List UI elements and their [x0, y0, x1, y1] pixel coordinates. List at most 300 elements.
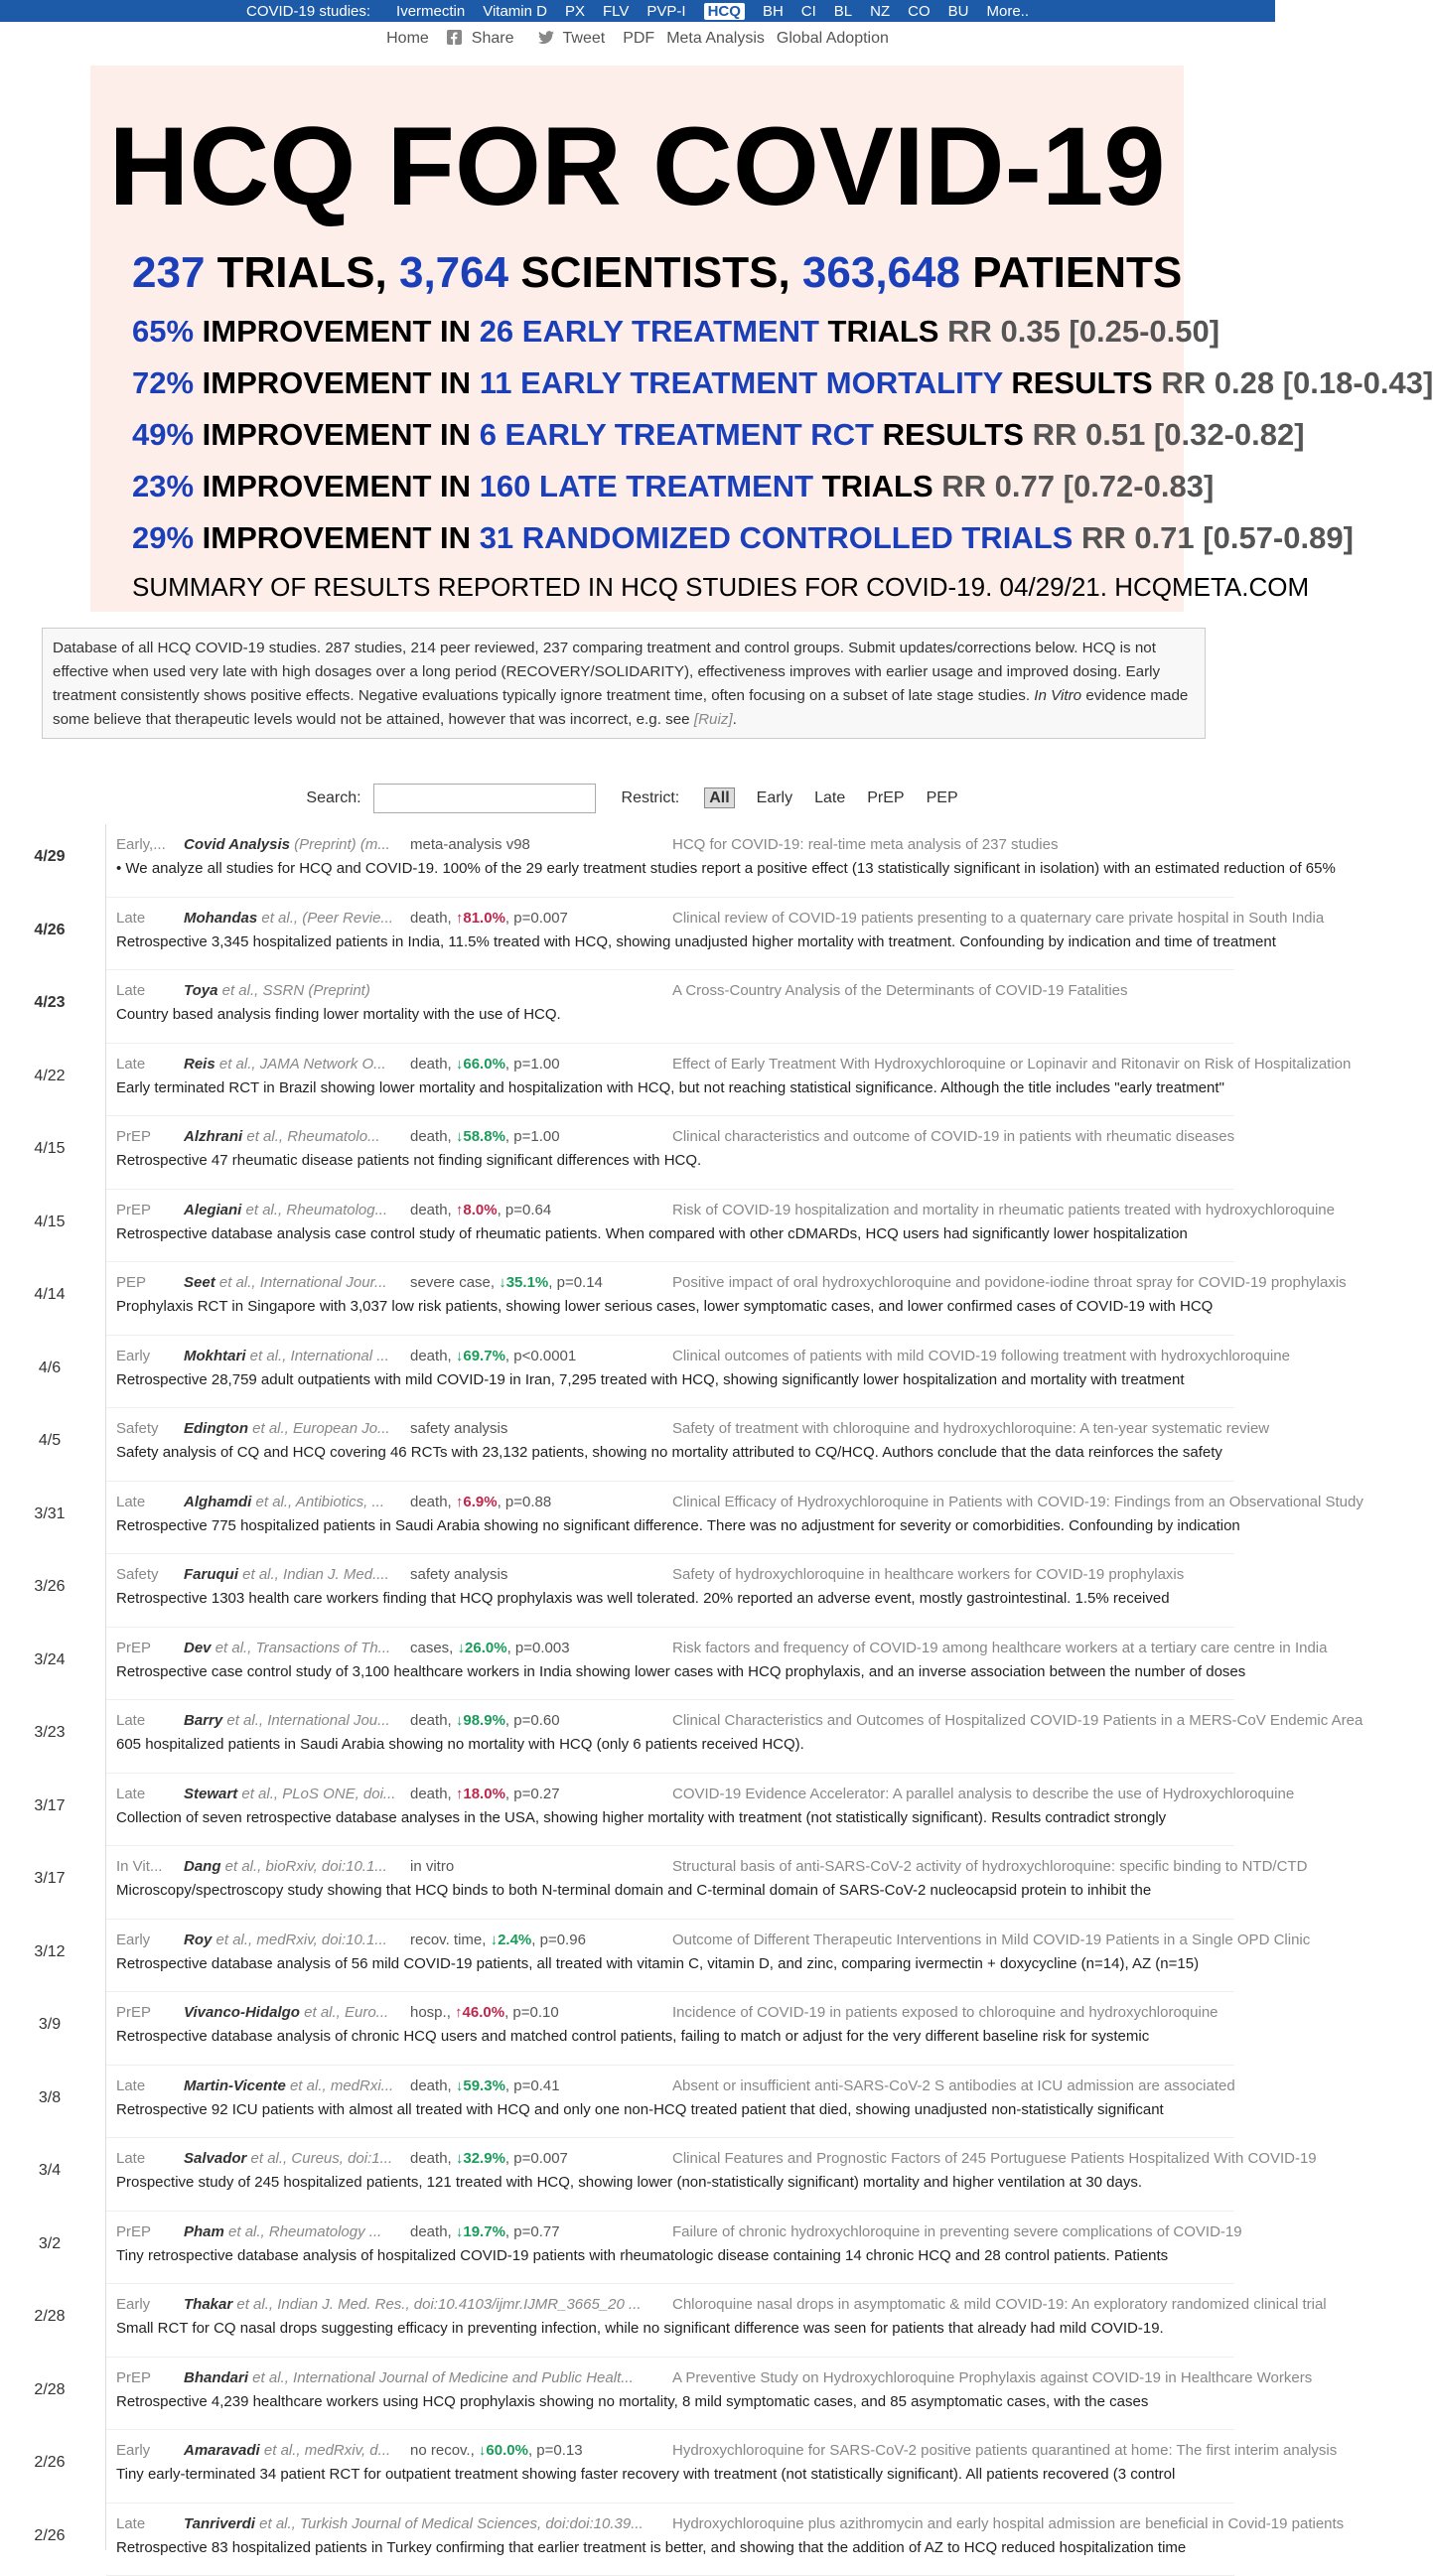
study-row[interactable] — [106, 1190, 1234, 1263]
study-date: 2/28 — [0, 2308, 99, 2326]
study-author[interactable] — [184, 1348, 404, 1364]
study-summary: Retrospective 1303 health care workers finding that HCQ prophylaxis was well tolerated. 20% reported an adverse event, mostly gastrointestinal. 1.5% received — [116, 1590, 1228, 1607]
search-label: Search: — [306, 789, 360, 807]
result-measure: safety analysis — [410, 1420, 507, 1437]
study-result — [410, 1494, 668, 1510]
author-name: Thakar — [184, 2296, 232, 2313]
result-pvalue: , p=0.64 — [498, 1202, 552, 1218]
topnav-item-co[interactable]: CO — [908, 3, 931, 20]
study-title[interactable]: Hydroxychloroquine for SARS-CoV-2 positive patients quarantined at home: The first interim analysis — [672, 2442, 1228, 2459]
result-category: 31 RANDOMIZED CONTROLLED TRIALS — [480, 520, 1074, 555]
result-pvalue: , p=0.007 — [505, 910, 568, 927]
study-row[interactable] — [106, 1554, 1234, 1628]
result-measure: safety analysis — [410, 1566, 507, 1583]
meta-analysis-link[interactable]: Meta Analysis — [666, 30, 765, 48]
restrict-option-all[interactable]: All — [704, 787, 734, 808]
study-summary: Safety analysis of CQ and HCQ covering 46 RCTs with 23,132 patients, showing no mortality attributed to CQ/HCQ. Authors conclude that the data reinforces the safety — [116, 1444, 1228, 1461]
improvement-label: IMPROVEMENT IN — [194, 365, 480, 400]
study-title[interactable]: Clinical Features and Prognostic Factors of 245 Portuguese Patients Hospitalized With COVID-19 — [672, 2150, 1228, 2167]
study-title[interactable]: Absent or insufficient anti-SARS-CoV-2 S antibodies at ICU admission are associated — [672, 2077, 1228, 2094]
restrict-option-late[interactable]: Late — [814, 789, 845, 806]
study-author[interactable] — [184, 1420, 404, 1437]
study-summary: • We analyze all studies for HCQ and COVID-19. 100% of the 29 early treatment studies report a positive effect (13 statistically significant in isolation) with an estimated reduction of 65% — [116, 860, 1228, 877]
result-measure: death, — [410, 1494, 456, 1510]
study-category: Late — [116, 982, 182, 999]
topnav-item-ivermectin[interactable]: Ivermectin — [396, 3, 465, 20]
author-name: Bhandari — [184, 2369, 248, 2386]
author-name: Roy — [184, 1932, 212, 1948]
study-summary: Retrospective 28,759 adult outpatients with mild COVID-19 in Iran, 7,295 treated with HCQ, showing significantly lower hospitalization and mortality with treatment — [116, 1371, 1228, 1388]
study-row[interactable] — [106, 1482, 1234, 1555]
result-change: ↑8.0% — [456, 1202, 498, 1218]
improvement-pct: 49% — [132, 417, 194, 452]
tweet-label: Tweet — [563, 30, 606, 47]
study-category: Late — [116, 910, 182, 927]
study-author[interactable] — [184, 982, 404, 999]
restrict-label: Restrict: — [622, 789, 680, 807]
author-name: Barry — [184, 1712, 222, 1729]
author-source: et al., Turkish Journal of Medical Sciences, doi:doi:10.39... — [255, 2515, 644, 2532]
tweet-link[interactable] — [532, 30, 612, 48]
improvement-pct: 23% — [132, 469, 194, 503]
result-pvalue: , p=1.00 — [505, 1128, 560, 1145]
study-category: PrEP — [116, 1128, 182, 1145]
author-source: et al., SSRN (Preprint) — [217, 982, 369, 999]
study-author[interactable] — [184, 1494, 404, 1510]
study-date: 3/17 — [0, 1870, 99, 1888]
study-title[interactable]: COVID-19 Evidence Accelerator: A parallel analysis to describe the use of Hydroxychloroquine — [672, 1786, 1228, 1802]
study-result — [410, 1420, 668, 1437]
author-name: Faruqui — [184, 1566, 238, 1583]
author-source: et al., International Jou... — [222, 1712, 389, 1729]
study-summary: Retrospective 47 rheumatic disease patients not finding significant differences with HCQ. — [116, 1152, 1228, 1169]
hero-result-line — [132, 365, 1184, 401]
result-measure: severe case, — [410, 1274, 499, 1291]
relative-risk: RR 0.51 [0.32-0.82] — [1033, 417, 1305, 452]
result-pvalue: , p=0.27 — [505, 1786, 560, 1802]
study-result — [410, 2442, 668, 2459]
author-name: Alzhrani — [184, 1128, 242, 1145]
scientists-count: 3,764 — [399, 248, 508, 297]
author-name: Alegiani — [184, 1202, 241, 1218]
study-row[interactable] — [106, 2138, 1234, 2212]
study-author[interactable] — [184, 2369, 404, 2386]
improvement-label: IMPROVEMENT IN — [194, 469, 480, 503]
result-change: ↓59.3% — [456, 2077, 505, 2094]
study-summary: Prospective study of 245 hospitalized patients, 121 treated with HCQ, showing lower (non-statistically significant) mortality and higher ventilation at 30 days. — [116, 2174, 1228, 2191]
scientists-label: SCIENTISTS, — [508, 248, 802, 297]
study-result — [410, 910, 668, 927]
result-change: ↑46.0% — [455, 2004, 504, 2021]
study-title[interactable]: Positive impact of oral hydroxychloroquine and povidone-iodine throat spray for COVID-19 prophylaxis — [672, 1274, 1228, 1291]
pdf-link[interactable]: PDF — [623, 30, 654, 48]
result-pvalue: , p=0.41 — [505, 2077, 560, 2094]
sub-navigation — [0, 22, 1275, 56]
study-category: PrEP — [116, 2369, 182, 2386]
study-category: Late — [116, 2515, 182, 2532]
result-measure: death, — [410, 1712, 456, 1729]
author-name: Pham — [184, 2223, 224, 2240]
study-result — [410, 2223, 668, 2240]
trials-label: TRIALS, — [205, 248, 399, 297]
study-summary: Collection of seven retrospective database analyses in the USA, showing higher mortality with treatment (not statistically significant). Results contradict strongly — [116, 1809, 1228, 1826]
study-title[interactable]: Clinical outcomes of patients with mild COVID-19 following treatment with hydroxychloroquine — [672, 1348, 1228, 1364]
study-date: 4/5 — [0, 1432, 99, 1450]
result-category: 11 EARLY TREATMENT MORTALITY — [480, 365, 1003, 400]
hero-result-line — [132, 417, 1184, 453]
result-pvalue: , p=0.10 — [504, 2004, 559, 2021]
topnav-item-px[interactable]: PX — [565, 3, 585, 20]
study-result — [410, 1274, 668, 1291]
patients-label: PATIENTS — [960, 248, 1182, 297]
study-author[interactable] — [184, 1056, 404, 1073]
study-date: 4/23 — [0, 994, 99, 1012]
facebook-icon — [447, 30, 462, 45]
author-name: Tanriverdi — [184, 2515, 255, 2532]
author-source: et al., Antibiotics, ... — [251, 1494, 384, 1510]
study-category: PrEP — [116, 2004, 182, 2021]
study-row[interactable] — [106, 2066, 1234, 2139]
studies-topnav — [0, 0, 1275, 22]
author-source: et al., (Peer Revie... — [257, 910, 393, 927]
study-category: Safety — [116, 1420, 182, 1437]
study-title[interactable]: Incidence of COVID-19 in patients exposed to chloroquine and hydroxychloroquine — [672, 2004, 1228, 2021]
study-row[interactable] — [106, 1992, 1234, 2066]
study-category: PrEP — [116, 1640, 182, 1656]
study-row[interactable] — [106, 824, 1234, 898]
study-title[interactable]: Chloroquine nasal drops in asymptomatic & mild COVID-19: An exploratory randomized clinical trial — [672, 2296, 1228, 2313]
result-pvalue: , p=1.00 — [505, 1056, 560, 1073]
topnav-item-pvp-i[interactable]: PVP-I — [646, 3, 685, 20]
author-source: et al., Indian J. Med.... — [238, 1566, 389, 1583]
study-date: 2/26 — [0, 2527, 99, 2545]
hero-summary: SUMMARY OF RESULTS REPORTED IN HCQ STUDIES FOR COVID-19. 04/29/21. HCQMETA.COM — [132, 572, 1184, 603]
topnav-item-nz[interactable]: NZ — [870, 3, 890, 20]
home-link[interactable]: Home — [386, 30, 429, 48]
result-pvalue: , p=0.77 — [505, 2223, 560, 2240]
study-date: 3/17 — [0, 1797, 99, 1815]
study-title[interactable]: Risk of COVID-19 hospitalization and mortality in rheumatic patients treated with hydroxychloroquine — [672, 1202, 1228, 1218]
study-author[interactable] — [184, 2442, 404, 2459]
study-summary: Retrospective database analysis of chronic HCQ users and matched control patients, failing to match or adjust for the very different baseline risk for systemic — [116, 2028, 1228, 2045]
author-source: et al., Cureus, doi:1... — [246, 2150, 392, 2167]
study-author[interactable] — [184, 2077, 404, 2094]
author-source: et al., medRxiv, doi:10.1... — [212, 1932, 386, 1948]
study-category: Late — [116, 1712, 182, 1729]
study-summary: Small RCT for CQ nasal drops suggesting efficacy in preventing infection, while no significant difference was seen for patients that already had mild COVID-19. — [116, 2320, 1228, 2337]
result-measure: in vitro — [410, 1858, 454, 1875]
result-category: 26 EARLY TREATMENT — [480, 314, 819, 349]
study-author[interactable] — [184, 1202, 404, 1218]
share-label: Share — [472, 30, 514, 47]
author-source: et al., PLoS ONE, doi... — [237, 1786, 395, 1802]
author-source: (Preprint) (m... — [290, 836, 390, 853]
study-row[interactable] — [106, 1336, 1234, 1409]
topnav-item-vitamin-d[interactable]: Vitamin D — [483, 3, 547, 20]
study-date: 3/24 — [0, 1651, 99, 1669]
result-change: ↑81.0% — [456, 910, 505, 927]
study-row[interactable] — [106, 1044, 1234, 1117]
study-result — [410, 2077, 668, 2094]
restrict-option-pep[interactable]: PEP — [927, 789, 958, 806]
study-row[interactable] — [106, 2358, 1234, 2431]
result-measure: death, — [410, 1786, 456, 1802]
result-change: ↓69.7% — [456, 1348, 505, 1364]
study-summary: Retrospective 92 ICU patients with almost all treated with HCQ and only one non-HCQ treated patient that died, showing unadjusted non-statistically significant — [116, 2101, 1228, 2118]
study-row[interactable] — [106, 1700, 1234, 1774]
improvement-label: IMPROVEMENT IN — [194, 520, 480, 555]
study-date: 3/23 — [0, 1724, 99, 1742]
author-name: Salvador — [184, 2150, 246, 2167]
restrict-option-early[interactable]: Early — [757, 789, 792, 806]
study-date: 4/15 — [0, 1214, 99, 1231]
result-measure: death, — [410, 2223, 456, 2240]
study-row[interactable] — [106, 1116, 1234, 1190]
study-category: In Vit... — [116, 1858, 182, 1875]
study-result — [410, 1348, 668, 1364]
search-bar — [0, 784, 1275, 813]
study-author[interactable] — [184, 1274, 404, 1291]
study-title[interactable]: Outcome of Different Therapeutic Interventions in Mild COVID-19 Patients in a Single OPD Clinic — [672, 1932, 1228, 1948]
study-title[interactable]: HCQ for COVID-19: real-time meta analysis of 237 studies — [672, 836, 1228, 853]
study-category: PrEP — [116, 1202, 182, 1218]
study-category: Safety — [116, 1566, 182, 1583]
study-title[interactable]: A Cross-Country Analysis of the Determinants of COVID-19 Fatalities — [672, 982, 1228, 999]
study-result — [410, 1858, 668, 1875]
study-title[interactable]: Risk factors and frequency of COVID-19 among healthcare workers at a tertiary care centre in India — [672, 1640, 1228, 1656]
study-result — [410, 2150, 668, 2167]
study-category: Early — [116, 1348, 182, 1364]
desc-invitro: In Vitro — [1034, 687, 1081, 704]
author-name: Seet — [184, 1274, 215, 1291]
study-author[interactable] — [184, 2223, 404, 2240]
result-measure: death, — [410, 1056, 456, 1073]
author-name: Reis — [184, 1056, 215, 1073]
result-measure: no recov., — [410, 2442, 479, 2459]
study-row[interactable] — [106, 1628, 1234, 1701]
study-date: 3/26 — [0, 1578, 99, 1596]
study-author[interactable] — [184, 1128, 404, 1145]
topnav-item-more-[interactable]: More.. — [986, 3, 1029, 20]
study-date: 3/9 — [0, 2016, 99, 2034]
study-author[interactable] — [184, 1566, 404, 1583]
result-measure: hosp., — [410, 2004, 455, 2021]
study-title[interactable]: Safety of treatment with chloroquine and hydroxychloroquine: A ten-year systematic review — [672, 1420, 1228, 1437]
result-change: ↓60.0% — [479, 2442, 528, 2459]
author-name: Mokhtari — [184, 1348, 246, 1364]
study-category: PrEP — [116, 2223, 182, 2240]
study-summary: Early terminated RCT in Brazil showing lower mortality and hospitalization with HCQ, but not reaching statistical significance. Although the title includes "early treatment" — [116, 1079, 1228, 1096]
study-author[interactable] — [184, 1786, 404, 1802]
study-summary: Retrospective database analysis of 56 mild COVID-19 patients, all treated with vitamin C, vitamin D, and zinc, comparing ivermectin + doxycycline (n=14), AZ (n=15) — [116, 1955, 1228, 1972]
study-category: Late — [116, 1494, 182, 1510]
ruiz-link[interactable]: [Ruiz] — [694, 711, 733, 728]
study-row[interactable] — [106, 2212, 1234, 2285]
study-row[interactable] — [106, 2430, 1234, 2504]
hero-stats-line — [132, 248, 1184, 298]
study-summary: Retrospective 775 hospitalized patients in Saudi Arabia showing no significant difference. There was no adjustment for severity or comorbidities. Confounding by indication — [116, 1517, 1228, 1534]
result-pvalue: , p=0.14 — [548, 1274, 603, 1291]
study-date: 4/15 — [0, 1140, 99, 1158]
author-name: Amaravadi — [184, 2442, 260, 2459]
study-author[interactable] — [184, 1858, 404, 1875]
study-summary: Country based analysis finding lower mortality with the use of HCQ. — [116, 1006, 1228, 1023]
topnav-item-ci[interactable]: CI — [801, 3, 816, 20]
author-source: et al., International Journal of Medicine and Public Healt... — [248, 2369, 634, 2386]
desc-text-2: evidence made some believe that therapeutic levels would not be attained, however that was incorrect, e.g. see — [53, 687, 1188, 728]
relative-risk: RR 0.71 [0.57-0.89] — [1081, 520, 1354, 555]
study-author[interactable] — [184, 1712, 404, 1729]
study-result — [410, 1056, 668, 1073]
study-author[interactable] — [184, 2004, 404, 2021]
study-category: PEP — [116, 1274, 182, 1291]
author-name: Covid Analysis — [184, 836, 290, 853]
improvement-pct: 65% — [132, 314, 194, 349]
result-change: ↓66.0% — [456, 1056, 505, 1073]
study-result — [410, 1202, 668, 1218]
study-row[interactable] — [106, 2504, 1234, 2576]
study-row[interactable] — [106, 1920, 1234, 1993]
desc-text-3: . — [733, 711, 737, 728]
study-date: 3/31 — [0, 1505, 99, 1523]
result-category: 160 LATE TREATMENT — [480, 469, 813, 503]
study-author[interactable] — [184, 1640, 404, 1656]
author-name: Toya — [184, 982, 217, 999]
author-name: Martin-Vicente — [184, 2077, 286, 2094]
result-pvalue: , p=0.007 — [505, 2150, 568, 2167]
study-summary: Prophylaxis RCT in Singapore with 3,037 low risk patients, showing lower serious cases, lower symptomatic cases, and lower confirmed cases of COVID-19 with HCQ — [116, 1298, 1228, 1315]
author-source: et al., European Jo... — [248, 1420, 390, 1437]
result-change: ↑6.9% — [456, 1494, 498, 1510]
study-summary: Tiny early-terminated 34 patient RCT for outpatient treatment showing faster recovery with treatment (not statistically significant). All patients recovered (3 control — [116, 2466, 1228, 2483]
study-row[interactable] — [106, 1408, 1234, 1482]
author-source: et al., medRxi... — [286, 2077, 393, 2094]
result-type: TRIALS — [819, 314, 947, 349]
topnav-label: COVID-19 studies: — [246, 3, 370, 20]
study-title[interactable]: A Preventive Study on Hydroxychloroquine Prophylaxis against COVID-19 in Healthcare Workers — [672, 2369, 1228, 2386]
study-row[interactable] — [106, 970, 1234, 1044]
study-summary: Retrospective 83 hospitalized patients in Turkey confirming that earlier treatment is better, and showing that the addition of AZ to HCQ reduced hospitalization time — [116, 2539, 1228, 2556]
study-title[interactable]: Clinical Characteristics and Outcomes of Hospitalized COVID-19 Patients in a MERS-CoV Endemic Area — [672, 1712, 1228, 1729]
global-adoption-link[interactable]: Global Adoption — [777, 30, 889, 48]
author-name: Mohandas — [184, 910, 257, 927]
improvement-label: IMPROVEMENT IN — [194, 417, 480, 452]
study-category: Early,... — [116, 836, 182, 853]
author-name: Vivanco-Hidalgo — [184, 2004, 300, 2021]
result-type: RESULTS — [874, 417, 1033, 452]
result-type — [1073, 520, 1081, 555]
author-name: Stewart — [184, 1786, 237, 1802]
improvement-pct: 72% — [132, 365, 194, 400]
author-name: Alghamdi — [184, 1494, 251, 1510]
study-author[interactable] — [184, 2150, 404, 2167]
study-summary: Retrospective database analysis case control study of rheumatic patients. When compared with other cDMARDs, HCQ users had significantly lower hospitalization — [116, 1225, 1228, 1242]
study-title[interactable]: Clinical characteristics and outcome of COVID-19 in patients with rheumatic diseases — [672, 1128, 1228, 1145]
result-pvalue: , p<0.0001 — [505, 1348, 576, 1364]
study-author[interactable] — [184, 836, 404, 853]
study-author[interactable] — [184, 1932, 404, 1948]
topnav-item-bu[interactable]: BU — [948, 3, 969, 20]
result-measure: death, — [410, 1128, 456, 1145]
study-category: Early — [116, 2296, 182, 2313]
study-summary: Retrospective case control study of 3,100 healthcare workers in India showing lower cases with HCQ prophylaxis, and an inverse association between the number of doses — [116, 1663, 1228, 1680]
database-description — [42, 628, 1206, 739]
study-date: 4/22 — [0, 1068, 99, 1085]
study-row[interactable] — [106, 1846, 1234, 1920]
study-author[interactable] — [184, 910, 404, 927]
study-date: 2/26 — [0, 2454, 99, 2472]
topnav-item-bh[interactable]: BH — [763, 3, 784, 20]
topnav-item-bl[interactable]: BL — [834, 3, 852, 20]
share-link[interactable] — [441, 30, 520, 48]
study-result — [410, 1640, 668, 1656]
study-category: Late — [116, 2077, 182, 2094]
study-result — [410, 836, 668, 853]
study-summary: Retrospective 4,239 healthcare workers using HCQ prophylaxis showing no mortality, 8 mild symptomatic cases, and 85 asymptomatic cases, with the cases — [116, 2393, 1228, 2410]
study-date: 3/12 — [0, 1943, 99, 1961]
result-measure: recov. time, — [410, 1932, 491, 1948]
result-pvalue: , p=0.003 — [507, 1640, 570, 1656]
study-list — [0, 824, 1275, 2576]
twitter-icon — [538, 31, 553, 46]
search-input[interactable] — [373, 784, 596, 813]
study-result — [410, 1786, 668, 1802]
result-measure: death, — [410, 1202, 456, 1218]
restrict-option-prep[interactable]: PrEP — [867, 789, 904, 806]
study-date: 4/6 — [0, 1360, 99, 1377]
relative-risk: RR 0.28 [0.18-0.43] — [1161, 365, 1433, 400]
hero-result-line — [132, 314, 1184, 350]
study-title[interactable]: Safety of hydroxychloroquine in healthcare workers for COVID-19 prophylaxis — [672, 1566, 1228, 1583]
hero-result-line — [132, 520, 1184, 556]
result-type: TRIALS — [813, 469, 941, 503]
author-source: et al., International ... — [246, 1348, 389, 1364]
study-title[interactable]: Hydroxychloroquine plus azithromycin and early hospital admission are beneficial in Covid-19 patients — [672, 2515, 1228, 2532]
author-name: Dang — [184, 1858, 221, 1875]
patients-count: 363,648 — [802, 248, 960, 297]
study-author[interactable] — [184, 2515, 404, 2532]
study-row[interactable] — [106, 898, 1234, 971]
study-result — [410, 1712, 668, 1729]
result-change: ↓19.7% — [456, 2223, 505, 2240]
topnav-item-hcq[interactable]: HCQ — [704, 3, 745, 20]
study-author[interactable] — [184, 2296, 404, 2313]
study-category: Late — [116, 2150, 182, 2167]
study-date: 4/14 — [0, 1286, 99, 1304]
study-title[interactable]: Failure of chronic hydroxychloroquine in preventing severe complications of COVID-19 — [672, 2223, 1228, 2240]
author-name: Dev — [184, 1640, 212, 1656]
study-result — [410, 1566, 668, 1583]
study-title[interactable]: Clinical Efficacy of Hydroxychloroquine in Patients with COVID-19: Findings from an Observational Study — [672, 1494, 1228, 1510]
result-change: ↓98.9% — [456, 1712, 505, 1729]
study-title[interactable]: Structural basis of anti-SARS-CoV-2 activity of hydroxychloroquine: specific binding to NTD/CTD — [672, 1858, 1228, 1875]
author-source: et al., International Jour... — [215, 1274, 387, 1291]
result-pvalue: , p=0.88 — [498, 1494, 552, 1510]
study-category: Early — [116, 2442, 182, 2459]
study-summary: Retrospective 3,345 hospitalized patients in India, 11.5% treated with HCQ, showing unadjusted higher mortality with treatment. Confounding by indication and time of treatment — [116, 933, 1228, 950]
study-title[interactable]: Clinical review of COVID-19 patients presenting to a quaternary care private hospital in South India — [672, 910, 1228, 927]
study-row[interactable] — [106, 2284, 1234, 2358]
result-change: ↑18.0% — [456, 1786, 505, 1802]
study-row[interactable] — [106, 1262, 1234, 1336]
study-row[interactable] — [106, 1774, 1234, 1847]
study-title[interactable]: Effect of Early Treatment With Hydroxychloroquine or Lopinavir and Ritonavir on Risk of Hospitalization — [672, 1056, 1228, 1073]
result-category: 6 EARLY TREATMENT RCT — [480, 417, 874, 452]
result-measure: death, — [410, 1348, 456, 1364]
topnav-item-flv[interactable]: FLV — [603, 3, 629, 20]
result-pvalue: , p=0.60 — [505, 1712, 560, 1729]
relative-risk: RR 0.77 [0.72-0.83] — [941, 469, 1214, 503]
